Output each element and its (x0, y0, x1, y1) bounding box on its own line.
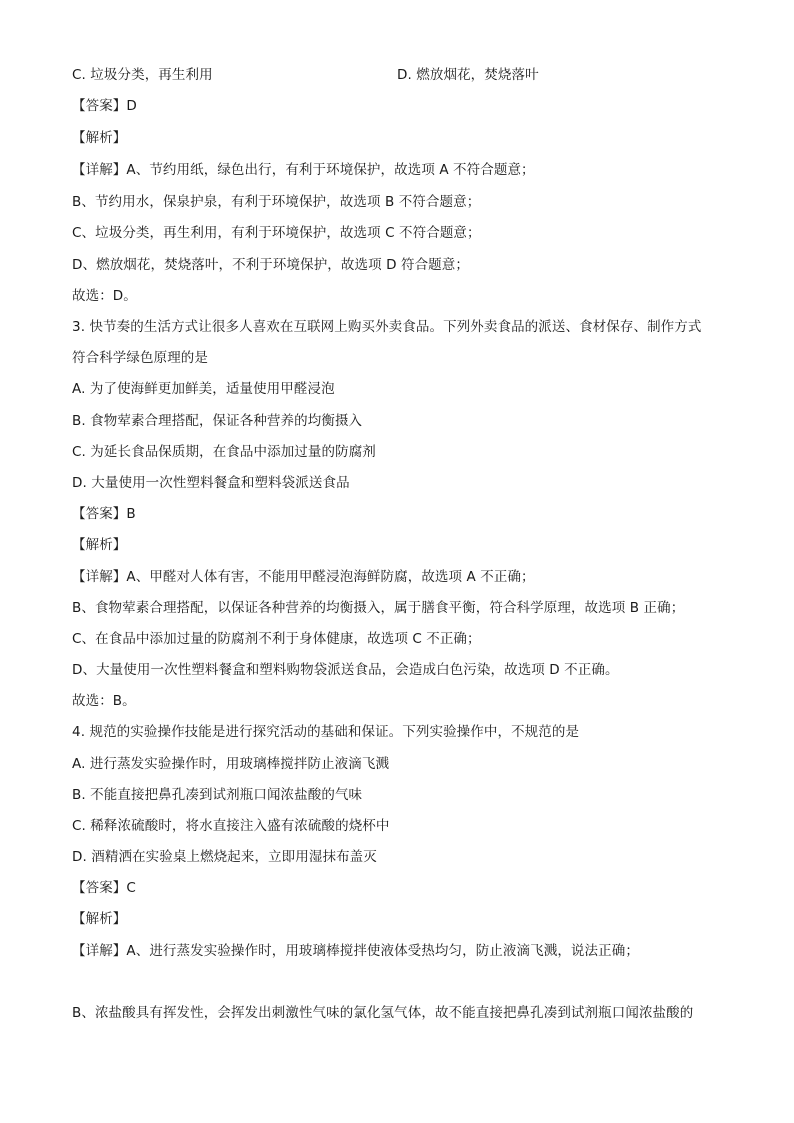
q2-analysis-label: 【解析】 (72, 130, 127, 146)
q3-detail-line: D、大量使用一次性塑料餐盒和塑料购物袋派送食品，会造成白色污染，故选项 D 不正确。 (72, 662, 619, 678)
q4-detail-line: 【详解】A、进行蒸发实验操作时，用玻璃棒搅拌使液体受热均匀，防止液滴飞溅，说法正确； (72, 943, 639, 959)
q3-option-c: C. 为延长食品保质期，在食品中添加过量的防腐剂 (72, 444, 376, 460)
q4-analysis-label: 【解析】 (72, 911, 127, 927)
q2-answer-label: 【答案】D (72, 98, 137, 114)
q3-detail-line: 【详解】A、甲醛对人体有害，不能用甲醛浸泡海鲜防腐，故选项 A 不正确； (72, 569, 535, 585)
q2-option-d: D. 燃放烟花，焚烧落叶 (397, 67, 539, 83)
q2-conclusion: 故选：D。 (72, 288, 137, 304)
q2-detail-line: 【详解】A、节约用纸，绿色出行，有利于环境保护，故选项 A 不符合题意； (72, 162, 535, 178)
q3-stem: 3. 快节奏的生活方式让很多人喜欢在互联网上购买外卖食品。下列外卖食品的派送、食材保存、制作方式 (72, 319, 702, 335)
q2-option-c: C. 垃圾分类，再生利用 (72, 67, 213, 83)
q2-detail-line: C、垃圾分类，再生利用，有利于环境保护，故选项 C 不符合题意； (72, 225, 481, 241)
q3-conclusion: 故选：B。 (72, 693, 136, 709)
q4-answer-label: 【答案】C (72, 880, 136, 896)
q3-option-b: B. 食物荤素合理搭配，保证各种营养的均衡摄入 (72, 413, 363, 429)
q4-stem: 4. 规范的实验操作技能是进行探究活动的基础和保证。下列实验操作中，不规范的是 (72, 724, 580, 740)
q3-option-d: D. 大量使用一次性塑料餐盒和塑料袋派送食品 (72, 475, 350, 491)
q4-option-b: B. 不能直接把鼻孔凑到试剂瓶口闻浓盐酸的气味 (72, 787, 363, 803)
q3-detail-line: B、食物荤素合理搭配，以保证各种营养的均衡摄入，属于膳食平衡，符合科学原理，故选项 B 正确； (72, 600, 685, 616)
q4-option-d: D. 酒精洒在实验桌上燃烧起来，立即用湿抹布盖灭 (72, 849, 377, 865)
q4-option-c: C. 稀释浓硫酸时，将水直接注入盛有浓硫酸的烧杯中 (72, 818, 390, 834)
q2-detail-line: D、燃放烟花，焚烧落叶，不利于环境保护，故选项 D 符合题意； (72, 257, 469, 273)
q3-analysis-label: 【解析】 (72, 537, 127, 553)
q3-stem-continued: 符合科学绿色原理的是 (72, 350, 208, 366)
q4-option-a: A. 进行蒸发实验操作时，用玻璃棒搅拌防止液滴飞溅 (72, 756, 390, 772)
q2-detail-line: B、节约用水，保泉护泉，有利于环境保护，故选项 B 不符合题意； (72, 194, 481, 210)
q4-detail-line: B、浓盐酸具有挥发性，会挥发出刺激性气味的氯化氢气体，故不能直接把鼻孔凑到试剂瓶口闻浓盐酸的 (72, 1005, 694, 1021)
q3-detail-line: C、在食品中添加过量的防腐剂不利于身体健康，故选项 C 不正确； (72, 631, 481, 647)
q3-option-a: A. 为了使海鲜更加鲜美，适量使用甲醛浸泡 (72, 381, 335, 397)
q3-answer-label: 【答案】B (72, 506, 136, 522)
